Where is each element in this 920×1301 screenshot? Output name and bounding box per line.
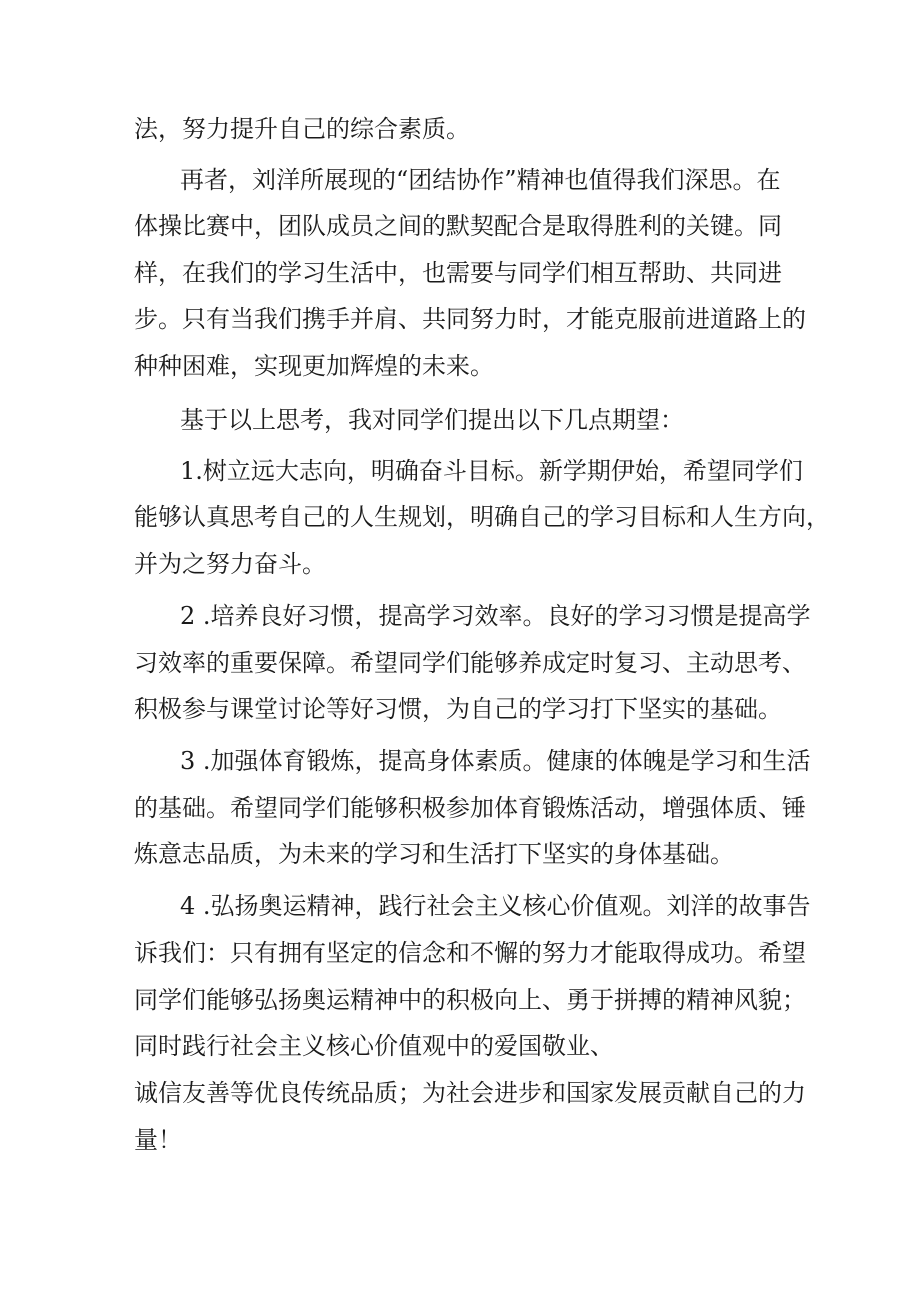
text-line: 同学们能够弘扬奥运精神中的积极向上、勇于拼搏的精神风貌； [134,986,806,1014]
text-line: 体操比赛中，团队成员之间的默契配合是取得胜利的关键。同 [134,212,782,240]
text-line: 量！ [134,1126,182,1154]
list-item-2-line: 2 .培养良好习惯，提高学习效率。良好的学习习惯是提高学 [180,602,811,630]
text-line: 诚信友善等优良传统品质；为社会进步和国家发展贡献自己的力 [134,1079,806,1107]
list-item-1-line: 1.树立远大志向，明确奋斗目标。新学期伊始，希望同学们 [180,457,803,485]
text-line: 样，在我们的学习生活中，也需要与同学们相互帮助、共同进 [134,259,782,287]
text-line: 再者，刘洋所展现的“团结协作”精神也值得我们深思。在 [180,166,781,194]
text-line: 的基础。希望同学们能够积极参加体育锻炼活动，增强体质、锤 [134,794,806,822]
text-line: 诉我们：只有拥有坚定的信念和不懈的努力才能取得成功。希望 [134,939,806,967]
list-item-3-line: 3 .加强体育锻炼，提高身体素质。健康的体魄是学习和生活 [180,747,811,775]
text-line: 能够认真思考自己的人生规划，明确自己的学习目标和人生方向， [134,503,830,531]
text-line: 种种困难，实现更加辉煌的未来。 [134,352,494,380]
text-line: 积极参与课堂讨论等好习惯，为自己的学习打下坚实的基础。 [134,695,782,723]
text-line: 同时践行社会主义核心价值观中的爱国敬业、 [134,1032,614,1060]
text-line: 法，努力提升自己的综合素质。 [134,115,470,143]
text-line: 炼意志品质，为未来的学习和生活打下坚实的身体基础。 [134,840,734,868]
text-line: 步。只有当我们携手并肩、共同努力时，才能克服前进道路上的 [134,305,806,333]
text-line: 并为之努力奋斗。 [134,550,326,578]
text-line: 习效率的重要保障。希望同学们能够养成定时复习、主动思考、 [134,649,806,677]
list-item-4-line: 4 .弘扬奥运精神，践行社会主义核心价值观。刘洋的故事告 [180,892,811,920]
text-line: 基于以上思考，我对同学们提出以下几点期望： [180,406,684,434]
